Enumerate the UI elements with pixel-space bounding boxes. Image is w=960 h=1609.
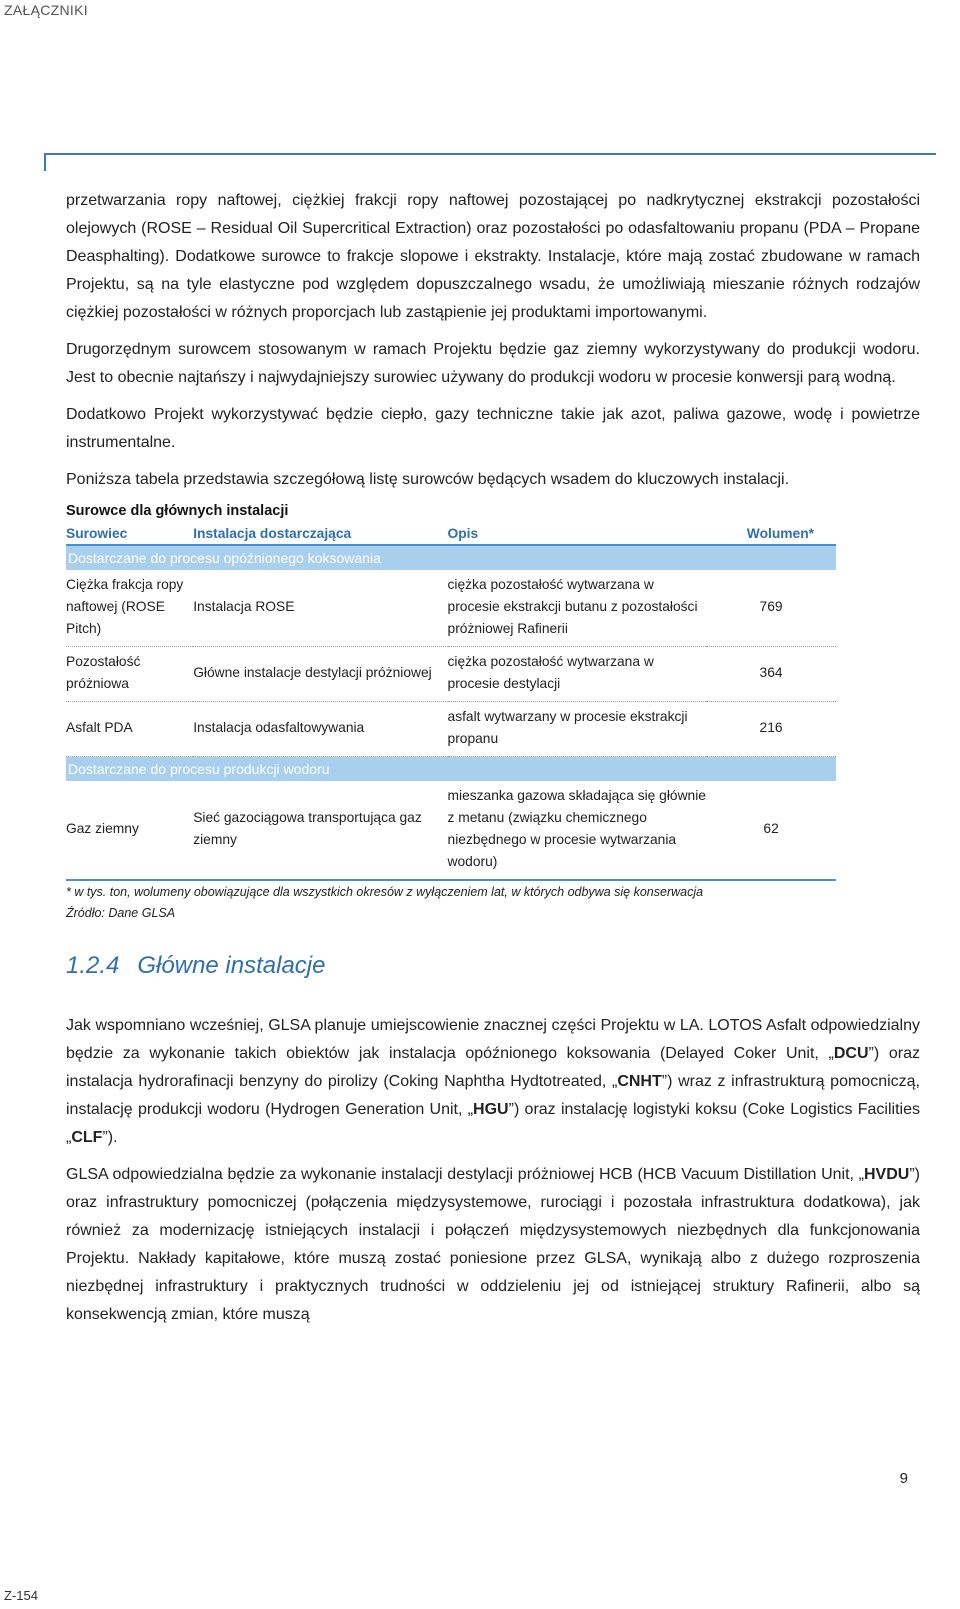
table-section-row: [66, 757, 836, 782]
cell-instalacja: Instalacja ROSE: [193, 570, 447, 647]
text-run: ”) oraz instalację logistyki koksu (Coke Logistics Facilities „: [66, 1101, 920, 1146]
table-row: [66, 570, 836, 647]
cell-surowiec: Ciężka frakcja ropy naftowej (ROSE Pitch): [66, 570, 193, 647]
page-content: [66, 187, 920, 1338]
table-row: [66, 702, 836, 757]
cell-wolumen: 364: [706, 647, 836, 702]
column-header-surowiec: Surowiec: [66, 524, 193, 545]
section-title: Główne instalacje: [137, 952, 326, 979]
cell-instalacja: Główne instalacje destylacji próżniowej: [193, 647, 447, 702]
feedstock-table: [66, 524, 836, 881]
text-run: ”) wraz z infrastrukturą pomocniczą, instalację produkcji wodoru (Hydrogen Generation Unit, „: [66, 1073, 921, 1118]
text-run: Jak wspomniano wcześniej, GLSA planuje umiejscowienie znacznej części Projektu w LA. LOTOS Asfalt odpowiedzialny będzie za wykonanie takich obiektów jak instalacja opóźnionego koksowania (Delayed Coker Unit, „: [66, 1017, 920, 1062]
table-notes: [66, 882, 920, 924]
table-source: Źródło: Dane GLSA: [66, 906, 176, 920]
text-run: GLSA odpowiedzialna będzie za wykonanie instalacji destylacji próżniowej HCB (HCB Vacuum Distillation Unit, „: [66, 1166, 864, 1183]
cell-instalacja: Instalacja odasfaltowywania: [193, 702, 447, 757]
section-label: Dostarczane do procesu produkcji wodoru: [66, 757, 836, 782]
table-title: Surowce dla głównych instalacji: [66, 503, 289, 519]
paragraph-lotos-asfalt: [66, 1012, 920, 1152]
cell-opis: ciężka pozostałość wytwarzana w procesie ekstrakcji butanu z pozostałości próżniowej Rafinerii: [448, 570, 707, 647]
section-heading: [66, 952, 920, 980]
abbreviation-dcu: DCU: [833, 1045, 869, 1062]
cell-surowiec: Asfalt PDA: [66, 702, 193, 757]
text-run: ”) oraz infrastruktury pomocniczej (połączenia międzysystemowe, rurociągi i pozostała infrastruktura dodatkowa), jak również za modernizację istniejących instalacji i połączeń międzysystemowych niezbędnych dla funkcjonowania Projektu. Nakłady kapitałowe, które muszą zostać poniesione przez GLSA, wynikają albo z dużego rozproszenia niezbędnej infrastruktury i praktycznych trudności w oddzieleniu jej od istniejącej struktury Rafinerii, albo są konsekwencją zmian, które muszą: [66, 1166, 920, 1323]
table-row: [66, 781, 836, 880]
cell-surowiec: Pozostałość próżniowa: [66, 647, 193, 702]
paragraph-glsa: [66, 1161, 920, 1329]
cell-wolumen: 769: [706, 570, 836, 647]
abbreviation-hgu: HGU: [473, 1101, 509, 1118]
column-header-instalacja: Instalacja dostarczająca: [193, 524, 447, 545]
paragraph-utilities: Dodatkowo Projekt wykorzystywać będzie ciepło, gazy techniczne takie jak azot, paliwa gazowe, wodę i powietrze instrumentalne.: [66, 406, 920, 451]
header-label: ZAŁĄCZNIKI: [4, 2, 88, 18]
table-header-row: [66, 524, 836, 545]
section-number: 1.2.4: [66, 952, 120, 979]
text-run: ”) oraz instalacja hydrorafinacji benzyny do pirolizy (Coking Naphtha Hydtotreated, „: [66, 1045, 920, 1090]
paragraph-feedstock: przetwarzania ropy naftowej, ciężkiej frakcji ropy naftowej pozostającej po nadkrytycznej ekstrakcji pozostałości olejowych (ROSE – Residual Oil Supercritical Extraction) oraz pozostałości po odasfaltowaniu propanu (PDA – Propane Deasphalting). Dodatkowe surowce to frakcje slopowe i ekstrakty. Instalacje, które mają zostać zbudowane w ramach Projektu, są na tyle elastyczne pod względem dopuszczalnego wsadu, że umożliwiają mieszanie różnych rodzajów ciężkiej pozostałości w różnych proporcjach lub zastąpienie jej produktami importowanymi.: [66, 192, 920, 321]
column-header-wolumen: Wolumen*: [706, 524, 836, 545]
footer-code: Z-154: [4, 1588, 38, 1603]
cell-opis: mieszanka gazowa składająca się głównie z metanu (związku chemicznego niezbędnego w procesie wytwarzania wodoru): [448, 781, 707, 880]
table-section-row: [66, 545, 836, 570]
paragraph-table-intro: Poniższa tabela przedstawia szczegółową listę surowców będących wsadem do kluczowych instalacji.: [66, 471, 790, 488]
cell-instalacja: Sieć gazociągowa transportująca gaz ziemny: [193, 781, 447, 880]
cell-opis: asfalt wytwarzany w procesie ekstrakcji propanu: [448, 702, 707, 757]
paragraph-natural-gas: Drugorzędnym surowcem stosowanym w ramach Projektu będzie gaz ziemny wykorzystywany do produkcji wodoru. Jest to obecnie najtańszy i najwydajniejszy surowiec używany do produkcji wodoru w procesie konwersji parą wodną.: [66, 341, 920, 386]
text-run: ”).: [102, 1129, 118, 1146]
cell-surowiec: Gaz ziemny: [66, 781, 193, 880]
cell-wolumen: 216: [706, 702, 836, 757]
table-footnote: * w tys. ton, wolumeny obowiązujące dla wszystkich okresów z wyłączeniem lat, w których odbywa się konserwacja: [66, 885, 704, 899]
cell-wolumen: 62: [706, 781, 836, 880]
abbreviation-hvdu: HVDU: [864, 1166, 910, 1183]
abbreviation-clf: CLF: [71, 1129, 103, 1146]
header-rule-tick: [44, 153, 46, 171]
abbreviation-cnht: CNHT: [617, 1073, 662, 1090]
section-label: Dostarczane do procesu opóźnionego koksowania: [66, 545, 836, 570]
header-rule: [44, 153, 936, 155]
cell-opis: ciężka pozostałość wytwarzana w procesie destylacji: [448, 647, 707, 702]
column-header-opis: Opis: [448, 524, 707, 545]
table-row: [66, 647, 836, 702]
page-number: 9: [899, 1470, 908, 1487]
